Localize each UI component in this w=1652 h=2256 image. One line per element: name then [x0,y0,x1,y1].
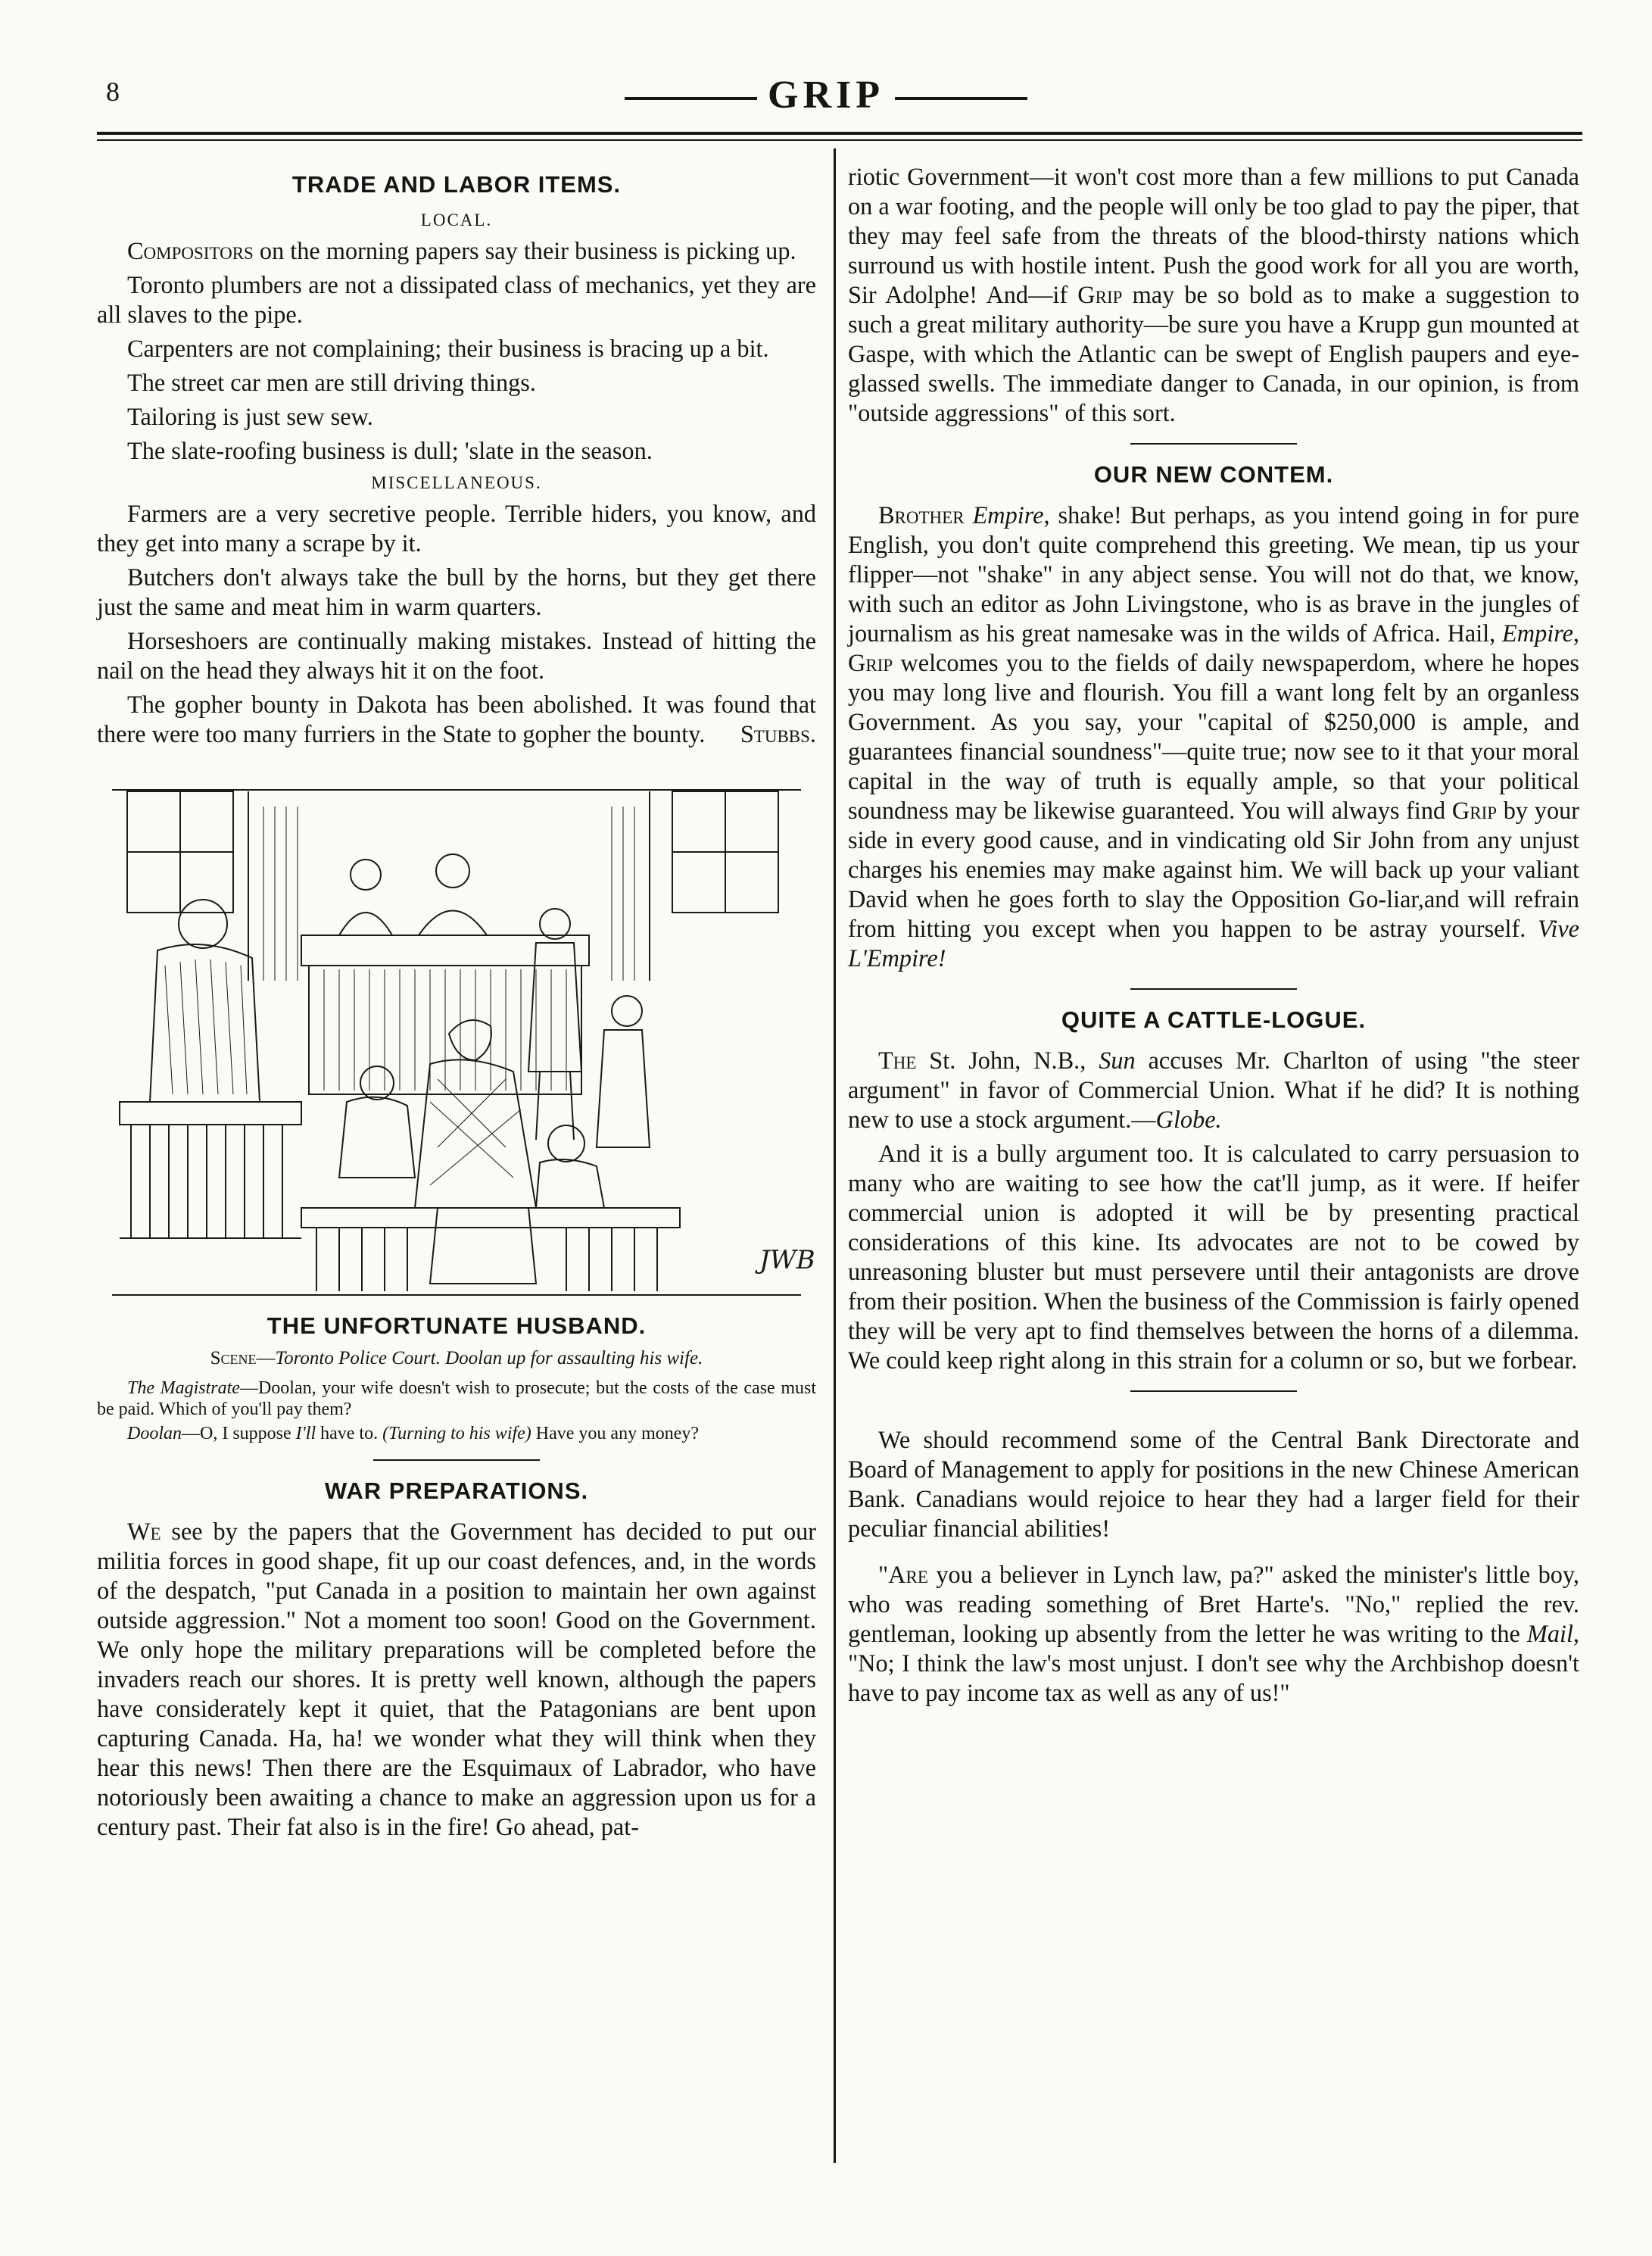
separator-rule [1130,443,1297,445]
war-preparations-continued: riotic Government—it won't cost more than a few millions to put Canada on a war footing, and the people will only be too glad to pay the piper, that they may feel safe from the threats of the blood-thirsty nations which surround us with hostile intent. Push the good work for all you are worth, Sir Adolphe! And—if Grip may be so bold as to make a suggestion to such a great military authority—be sure you have a Krupp gun mounted at Gaspe, with which the Atlantic can be swept of English paupers and eye-glassed swells. The immediate danger to Canada, in our opinion, is from "outside aggressions" of this sort. [848,163,1579,426]
magistrate-dialog: The Magistrate—Doolan, your wife doesn't wish to prosecute; but the costs of the case must be paid. Which of you'll pay them? [97,1378,816,1419]
paragraph: Butchers don't always take the bull by the horns, but they get there just the same and meat him in warm quarters. [97,563,816,620]
paragraph: Horseshoers are continually making mistakes. Instead of hitting the nail on the head they always hit it on the foot. [97,627,816,684]
separator-rule [373,1459,540,1461]
article-heading: QUITE A CATTLE-LOGUE. [1061,1006,1367,1033]
paragraph: The St. John, N.B., Sun accuses Mr. Charlton of using "the steer argument" in favor of Commercial Union. What if he did? It is nothing new to use a stock argument.—Globe. [848,1047,1579,1133]
paragraph: Farmers are a very secretive people. Terrible hiders, you know, and they get into many a scrape by it. [97,500,816,557]
masthead-rule-right [895,97,1027,100]
separator-rule [1130,1390,1297,1392]
masthead-rule-left [625,97,757,100]
article-heading: OUR NEW CONTEM. [1093,461,1334,488]
masthead [0,73,1652,117]
article-heading: TRADE AND LABOR ITEMS. [291,171,622,198]
paragraph: Tailoring is just sew sew. [127,403,373,430]
separator-rule [1130,988,1297,990]
courtroom-cartoon [112,784,815,1299]
doolan-dialog: Doolan—O, I suppose I'll have to. (Turning to his wife) Have you any money? [127,1424,700,1443]
article-heading: WAR PREPARATIONS. [324,1477,589,1504]
masthead-title: GRIP [768,73,884,117]
cattle-logue-article [848,1006,1579,1375]
paragraph: The street car men are still driving things. [127,369,536,396]
bank-paragraph: We should recommend some of the Central Bank Directorate and Board of Management to apply for positions in the new Chinese American Bank. Canadians would rejoice to hear they had a larger field for their peculiar financial abilities! [848,1426,1579,1542]
subheading-local: LOCAL. [420,211,493,229]
header-rule [97,132,1582,135]
right-column [848,162,1579,1708]
paragraph: We see by the papers that the Government has decided to put our militia forces in good shape, fit up our coast defences, and, in the words of the despatch, "put Canada in a position to maintain her own against outside aggression." Not a moment too soon! Good on the Government. We only hope the military preparations will be completed before the invaders reach our shores. It is pretty well known, although the papers have considerately kept it quiet, that the Patagonians are bent upon capturing Canada. Ha, ha! we wonder what they will think when they hear this news! Then there are the Esquimaux of Labrador, who have notoriously been awaiting a chance to make an aggression upon us for a century past. Their fat also is in the fire! Go ahead, pat- [97,1518,816,1840]
artist-monogram: JWB [759,1245,815,1275]
paragraph: And it is a bully argument too. It is calculated to carry persuasion to many who are waiting to see how the cat'll jump, as it were. If heifer commercial union is adopted it will be by presenting practical considerations of this kine. Its advocates are not to be cowed by unreasoning bluster but must persevere until their antagonists are drove from their position. When the business of the Commission is fairly opened they will be very apt to find themselves between the horns of a dilemma. We could keep right along in this strain for a column or so, but we forbear. [848,1140,1579,1374]
paragraph: Brother Empire, shake! But perhaps, as you intend going in for pure English, you don't quite comprehend this greeting. We mean, tip us your flipper—not "shake" in any abject sense. You will not do that, we know, with such an editor as John Livingstone, who is as brave in the jungles of journalism as his great namesake was in the wilds of Africa. Hail, Empire, Grip welcomes you to the fields of daily newspaperdom, where he hopes you may long live and flourish. You fill a want long felt by an organless Government. As you say, your "capital of $250,000 is ample, and guarantees financial soundness"—quite true; now see to it that your moral capital in the way of truth is equally ample, so that your political soundness may be likewise guaranteed. You will always find Grip by your side in every good cause, and in vindicating old Sir John from any unjust charges his enemies may make against him. We will back up your valiant David when he goes forth to slay the Opposition Go-liar,and will refrain from hitting you except when you happen to be astray yourself. Vive L'Empire! [848,501,1580,972]
paragraph: Carpenters are not complaining; their business is bracing up a bit. [127,335,769,362]
new-contem-article [848,461,1579,973]
left-column [97,162,816,1842]
signature: Stubbs. [740,720,816,747]
cartoon-scene: Scene—Toronto Police Court. Doolan up for assaulting his wife. [210,1348,703,1368]
war-preparations-article [97,1477,816,1842]
paragraph: The gopher bounty in Dakota has been abolished. It was found that there were too many furriers in the State to gopher the bounty. Stubbs. [97,691,816,747]
paragraph: Compositors on the morning papers say their business is picking up. [127,237,796,264]
cartoon-title: THE UNFORTUNATE HUSBAND. [267,1312,647,1339]
paragraph: The slate-roofing business is dull; 'slate in the season. [127,437,653,464]
paragraph: Toronto plumbers are not a dissipated class of mechanics, yet they are all slaves to the pipe. [97,271,816,328]
subheading-miscellaneous: MISCELLANEOUS. [371,473,542,492]
trade-labor-article [97,171,816,749]
column-divider [834,148,836,2163]
header-rule-thin [97,139,1582,141]
page-number: 8 [106,76,120,107]
lynch-law-paragraph: "Are you a believer in Lynch law, pa?" asked the minister's little boy, who was reading something of Bret Harte's. "No," replied the rev. gentleman, looking up absently from the letter he was writing to the Mail, "No; I think the law's most unjust. I don't see why the Archbishop doesn't have to pay income tax as well as any of us!" [848,1561,1579,1706]
